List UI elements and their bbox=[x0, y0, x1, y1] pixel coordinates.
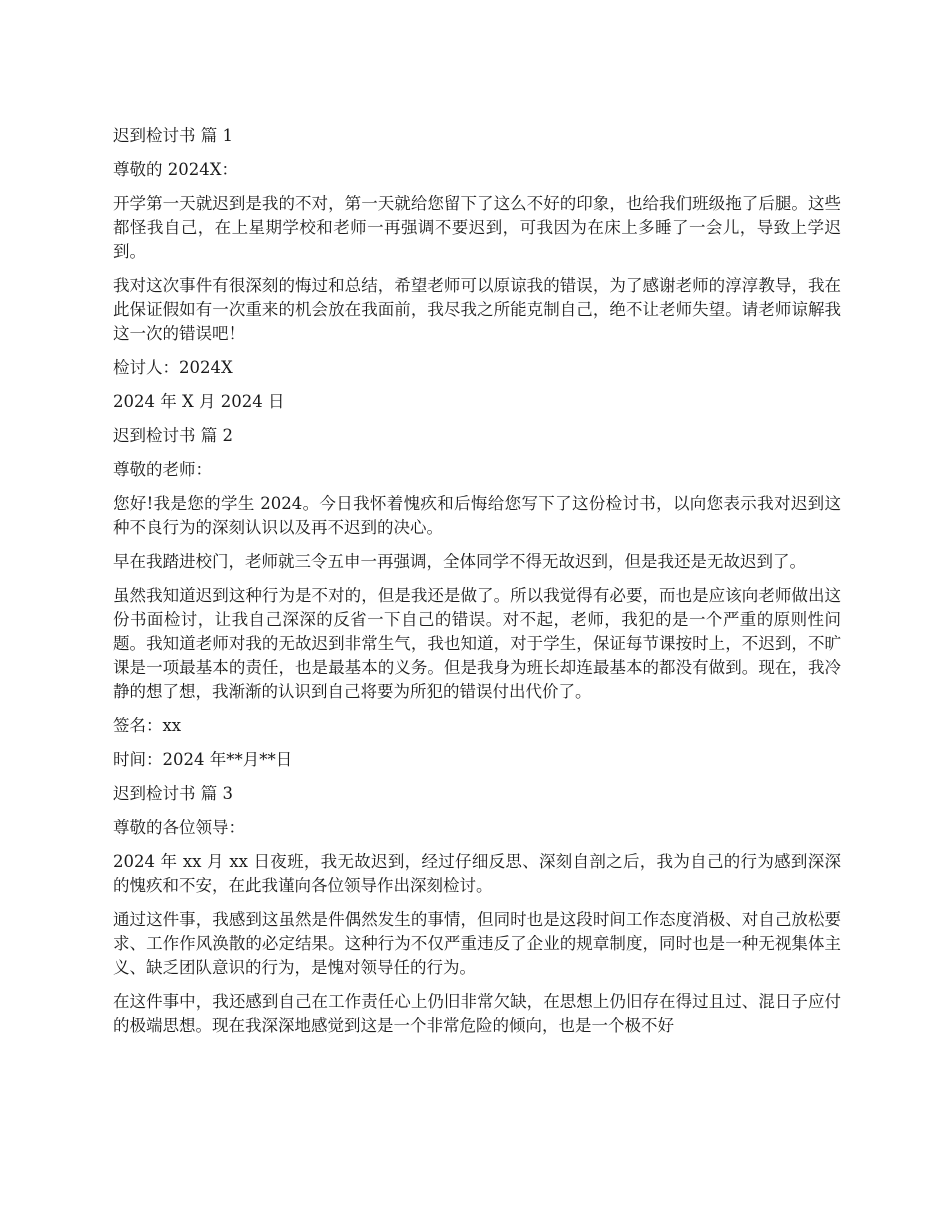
section-heading-2: 迟到检讨书 篇 2 bbox=[113, 426, 233, 445]
body-paragraph: 我对这次事件有很深刻的悔过和总结，希望老师可以原谅我的错误，为了感谢老师的淳淳教导，我在此保证假如有一次重来的机会放在我面前，我尽我之所能克制自己，绝不让老师失望。请老师谅解我这一次的错误吧！ bbox=[113, 276, 841, 343]
section-heading-3: 迟到检讨书 篇 3 bbox=[113, 784, 233, 803]
body-paragraph: 通过这件事，我感到这虽然是件偶然发生的事情，但同时也是这段时间工作态度消极、对自己放松要求、工作作风涣散的必定结果。这种行为不仅严重违反了企业的规章制度，同时也是一种无视集体主义、缺乏团队意识的行为，是愧对领导任的行为。 bbox=[113, 910, 841, 977]
salutation: 尊敬的老师： bbox=[113, 460, 212, 479]
body-paragraph: 在这件事中，我还感到自己在工作责任心上仍旧非常欠缺，在思想上仍旧存在得过且过、混日子应付的极端思想。现在我深深地感觉到这是一个非常危险的倾向，也是一个极不好 bbox=[113, 992, 841, 1035]
salutation: 尊敬的 2024X： bbox=[113, 160, 238, 179]
body-paragraph: 早在我踏进校门，老师就三令五申一再强调，全体同学不得无故迟到，但是我还是无故迟到了。 bbox=[113, 552, 806, 571]
date-line: 2024 年 X 月 2024 日 bbox=[113, 392, 285, 411]
date-line: 时间：2024 年**月**日 bbox=[113, 750, 293, 769]
body-paragraph: 您好!我是您的学生 2024。今日我怀着愧疚和后悔给您写下了这份检讨书，以向您表示我对迟到这种不良行为的深刻认识以及再不迟到的决心。 bbox=[113, 494, 841, 537]
signature-line: 检讨人：2024X bbox=[113, 358, 233, 377]
signature-line: 签名：xx bbox=[113, 716, 182, 735]
body-paragraph: 开学第一天就迟到是我的不对，第一天就给您留下了这么不好的印象，也给我们班级拖了后腿。这些都怪我自己，在上星期学校和老师一再强调不要迟到，可我因为在床上多睡了一会儿，导致上学迟到。 bbox=[113, 194, 841, 261]
section-heading-1: 迟到检讨书 篇 1 bbox=[113, 126, 233, 145]
document-body bbox=[113, 124, 841, 1048]
body-paragraph: 虽然我知道迟到这种行为是不对的，但是我还是做了。所以我觉得有必要，而也是应该向老师做出这份书面检讨，让我自己深深的反省一下自己的错误。对不起，老师，我犯的是一个严重的原则性问题。我知道老师对我的无故迟到非常生气，我也知道，对于学生，保证每节课按时上，不迟到，不旷课是一项最基本的责任，也是最基本的义务。但是我身为班长却连最基本的都没有做到。现在，我冷静的想了想，我渐渐的认识到自己将要为所犯的错误付出代价了。 bbox=[113, 586, 841, 701]
body-paragraph: 2024 年 xx 月 xx 日夜班，我无故迟到，经过仔细反思、深刻自剖之后，我为自己的行为感到深深的愧疚和不安，在此我谨向各位领导作出深刻检讨。 bbox=[113, 852, 841, 895]
salutation: 尊敬的各位领导： bbox=[113, 818, 245, 837]
